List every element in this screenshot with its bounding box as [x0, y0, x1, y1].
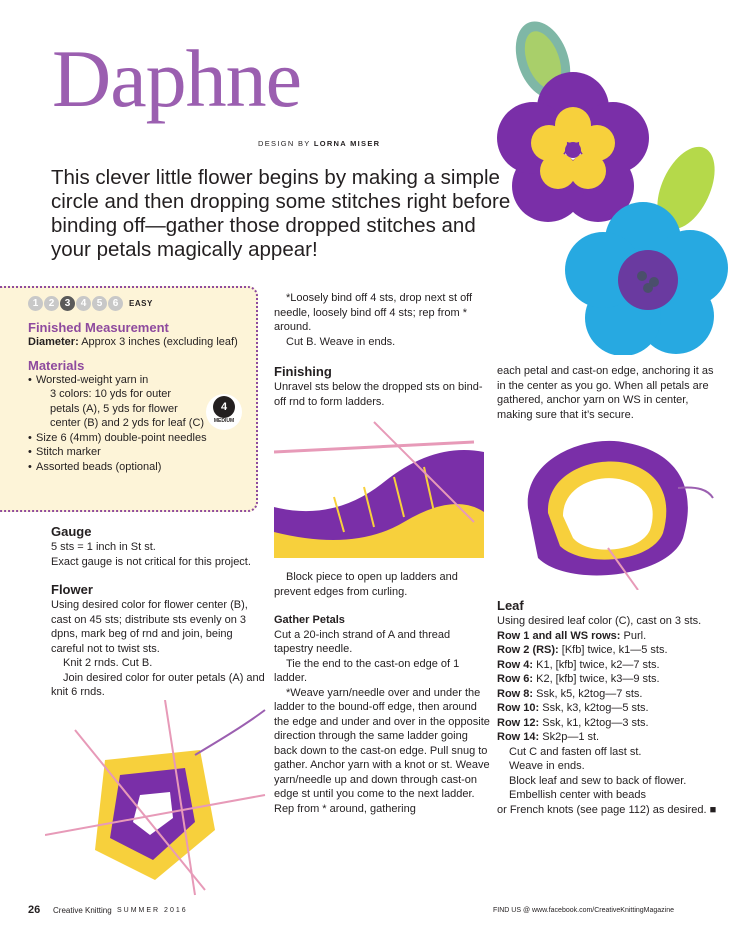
leaf-section — [497, 598, 722, 817]
gather-paragraph: Cut a 20-inch strand of A and thread tapestry needle. — [274, 628, 451, 655]
page-title: Daphne — [52, 33, 302, 124]
skill-level-label: EASY — [129, 299, 153, 308]
leaf-row-label: Row 10: — [497, 702, 540, 714]
gauge-heading: Gauge — [51, 524, 92, 539]
leaf-row-text: Ssk, k3, k2tog—5 sts. — [539, 702, 649, 714]
skill-level-dot: 2 — [44, 296, 59, 311]
leaf-paragraph: Weave in ends. — [509, 760, 585, 772]
yarn-weight-number: 4 — [213, 396, 235, 418]
leaf-heading: Leaf — [497, 598, 524, 613]
flower-section — [51, 582, 266, 700]
leaf-row-label: Row 14: — [497, 731, 540, 743]
leaf-row-label: Row 1 and all WS rows: — [497, 629, 621, 642]
byline-label: DESIGN BY — [258, 139, 311, 148]
flower-paragraph: Join desired color for outer petals (A) and knit 6 rnds. — [51, 671, 265, 698]
skill-level-dot: 5 — [92, 296, 107, 311]
leaf-intro: Using desired leaf color (C), cast on 3 sts. — [497, 615, 702, 627]
leaf-row — [497, 730, 722, 745]
skill-level — [28, 296, 246, 311]
magazine-name: Creative Knitting — [53, 906, 112, 915]
yarn-weight-icon — [206, 394, 242, 430]
leaf-row — [497, 672, 722, 687]
diameter-value: Approx 3 inches (excluding leaf) — [81, 336, 238, 348]
byline — [258, 139, 380, 148]
page-number: 26 — [28, 904, 41, 916]
leaf-row-label: Row 2 (RS): — [497, 644, 559, 656]
skill-level-dot-active: 3 — [60, 296, 75, 311]
block-paragraph: Block piece to open up ladders and prevent edges from curling. — [274, 571, 458, 598]
flower-paragraph: Knit 2 rnds. Cut B. — [63, 657, 153, 669]
leaf-row-text: K1, [kfb] twice, k2—7 sts. — [533, 658, 660, 671]
leaf-paragraph: Cut C and fasten off last st. — [509, 745, 642, 758]
leaf-row-text: K2, [kfb] twice, k3—9 sts. — [533, 673, 660, 685]
materials-item: center (B) and 2 yds for leaf (C) — [50, 417, 205, 429]
block-section — [274, 570, 492, 599]
bind-off-paragraph: *Loosely bind off 4 sts, drop next st off needle, loosely bind off 4 sts; rep from * around. — [274, 292, 473, 333]
finishing-paragraph: Unravel sts below the dropped sts on bind-off rnd to form ladders. — [274, 381, 483, 408]
gauge-line: Exact gauge is not critical for this project. — [51, 555, 251, 568]
leaf-row-text: Purl. — [620, 629, 647, 642]
leaf-row-text: Ssk, k5, k2tog—7 sts. — [533, 687, 643, 700]
flower-paragraph: Using desired color for flower center (B), cast on 45 sts; distribute sts evenly on 3 dpns, mark beg of rnd and join, being careful not to twist sts. — [51, 599, 248, 655]
diameter-text — [28, 335, 246, 350]
gather-paragraph: each petal and cast-on edge, anchoring it as in the center as you go. When all petals are gathered, anchor yarn on WS in center, making sure that it’s secure. — [497, 365, 714, 421]
leaf-row — [497, 687, 722, 702]
materials-item: 3 colors: 10 yds for outer — [50, 388, 172, 400]
leaf-row — [497, 629, 722, 644]
find-us-link[interactable]: FIND US @ www.facebook.com/CreativeKnittingMagazine — [493, 907, 675, 914]
skill-level-dot: 4 — [76, 296, 91, 311]
gathered-petals-photo — [508, 428, 718, 590]
leaf-paragraph: or French knots (see page 112) as desired. ■ — [497, 803, 717, 816]
materials-item: • Worsted-weight yarn in — [28, 373, 246, 388]
leaf-row-text: [Kfb] twice, k1—5 sts. — [558, 644, 668, 656]
finished-measurement-heading: Finished Measurement — [28, 320, 169, 335]
leaf-row-label: Row 6: — [497, 673, 534, 685]
materials-item: petals (A), 5 yds for flower — [50, 402, 178, 415]
materials-item: • Size 6 (4mm) double-point needles — [28, 431, 246, 446]
knitting-on-needles-photo — [45, 700, 270, 900]
gauge-line: 5 sts = 1 inch in St st. — [51, 541, 156, 553]
finishing-heading: Finishing — [274, 364, 332, 379]
leaf-row-label: Row 12: — [497, 716, 540, 729]
gauge-section — [51, 524, 266, 569]
leaf-row — [497, 658, 722, 673]
designer-name: LORNA MISER — [313, 139, 381, 148]
info-box — [0, 286, 258, 512]
leaf-row — [497, 643, 722, 658]
gather-paragraph: Tie the end to the cast-on edge of 1 ladder. — [274, 657, 460, 684]
leaf-row — [497, 701, 722, 716]
gather-paragraph: *Weave yarn/needle over and under the ladder to the bound-off edge, then around the edge and under and over in the opposite direction through the same ladder going back down to the cast-on edge. Pull snug to gather. Anchor yarn with a knot or st. Weave yarn/needle up and down through cast-on edge st until you come to the next ladder. Rep from * around, gathering — [274, 686, 490, 815]
skill-level-dot: 1 — [28, 296, 43, 311]
leaf-paragraph: Block leaf and sew to back of flower. — [509, 774, 687, 787]
gather-continued-section — [497, 364, 722, 422]
leaf-paragraph: Embellish center with beads — [509, 789, 646, 801]
materials-heading: Materials — [28, 357, 85, 373]
yarn-weight-label: MEDIUM — [213, 418, 235, 424]
finishing-section — [274, 364, 492, 409]
ladders-photo — [274, 412, 484, 558]
leaf-row-label: Row 8: — [497, 687, 534, 700]
flowers-photo — [488, 10, 750, 355]
gather-section — [274, 613, 492, 816]
materials-item: • Assorted beads (optional) — [28, 460, 246, 475]
leaf-row-text: Ssk, k1, k2tog—3 sts. — [539, 716, 649, 729]
leaf-row-label: Row 4: — [497, 658, 534, 671]
bind-off-section — [274, 291, 492, 349]
bind-off-paragraph: Cut B. Weave in ends. — [286, 335, 396, 348]
leaf-row — [497, 716, 722, 731]
intro-text: This clever little flower begins by making a simple circle and then dropping some stitches right before binding off—gather those dropped stitches and your petals magically appear! — [51, 166, 511, 261]
skill-level-dot: 6 — [108, 296, 123, 311]
flower-heading: Flower — [51, 582, 93, 597]
leaf-row-text: Sk2p—1 st. — [539, 731, 600, 743]
gather-heading: Gather Petals — [274, 614, 345, 626]
issue-label: SUMMER 2016 — [117, 907, 188, 914]
diameter-label: Diameter: — [28, 336, 79, 348]
materials-item: • Stitch marker — [28, 445, 246, 460]
